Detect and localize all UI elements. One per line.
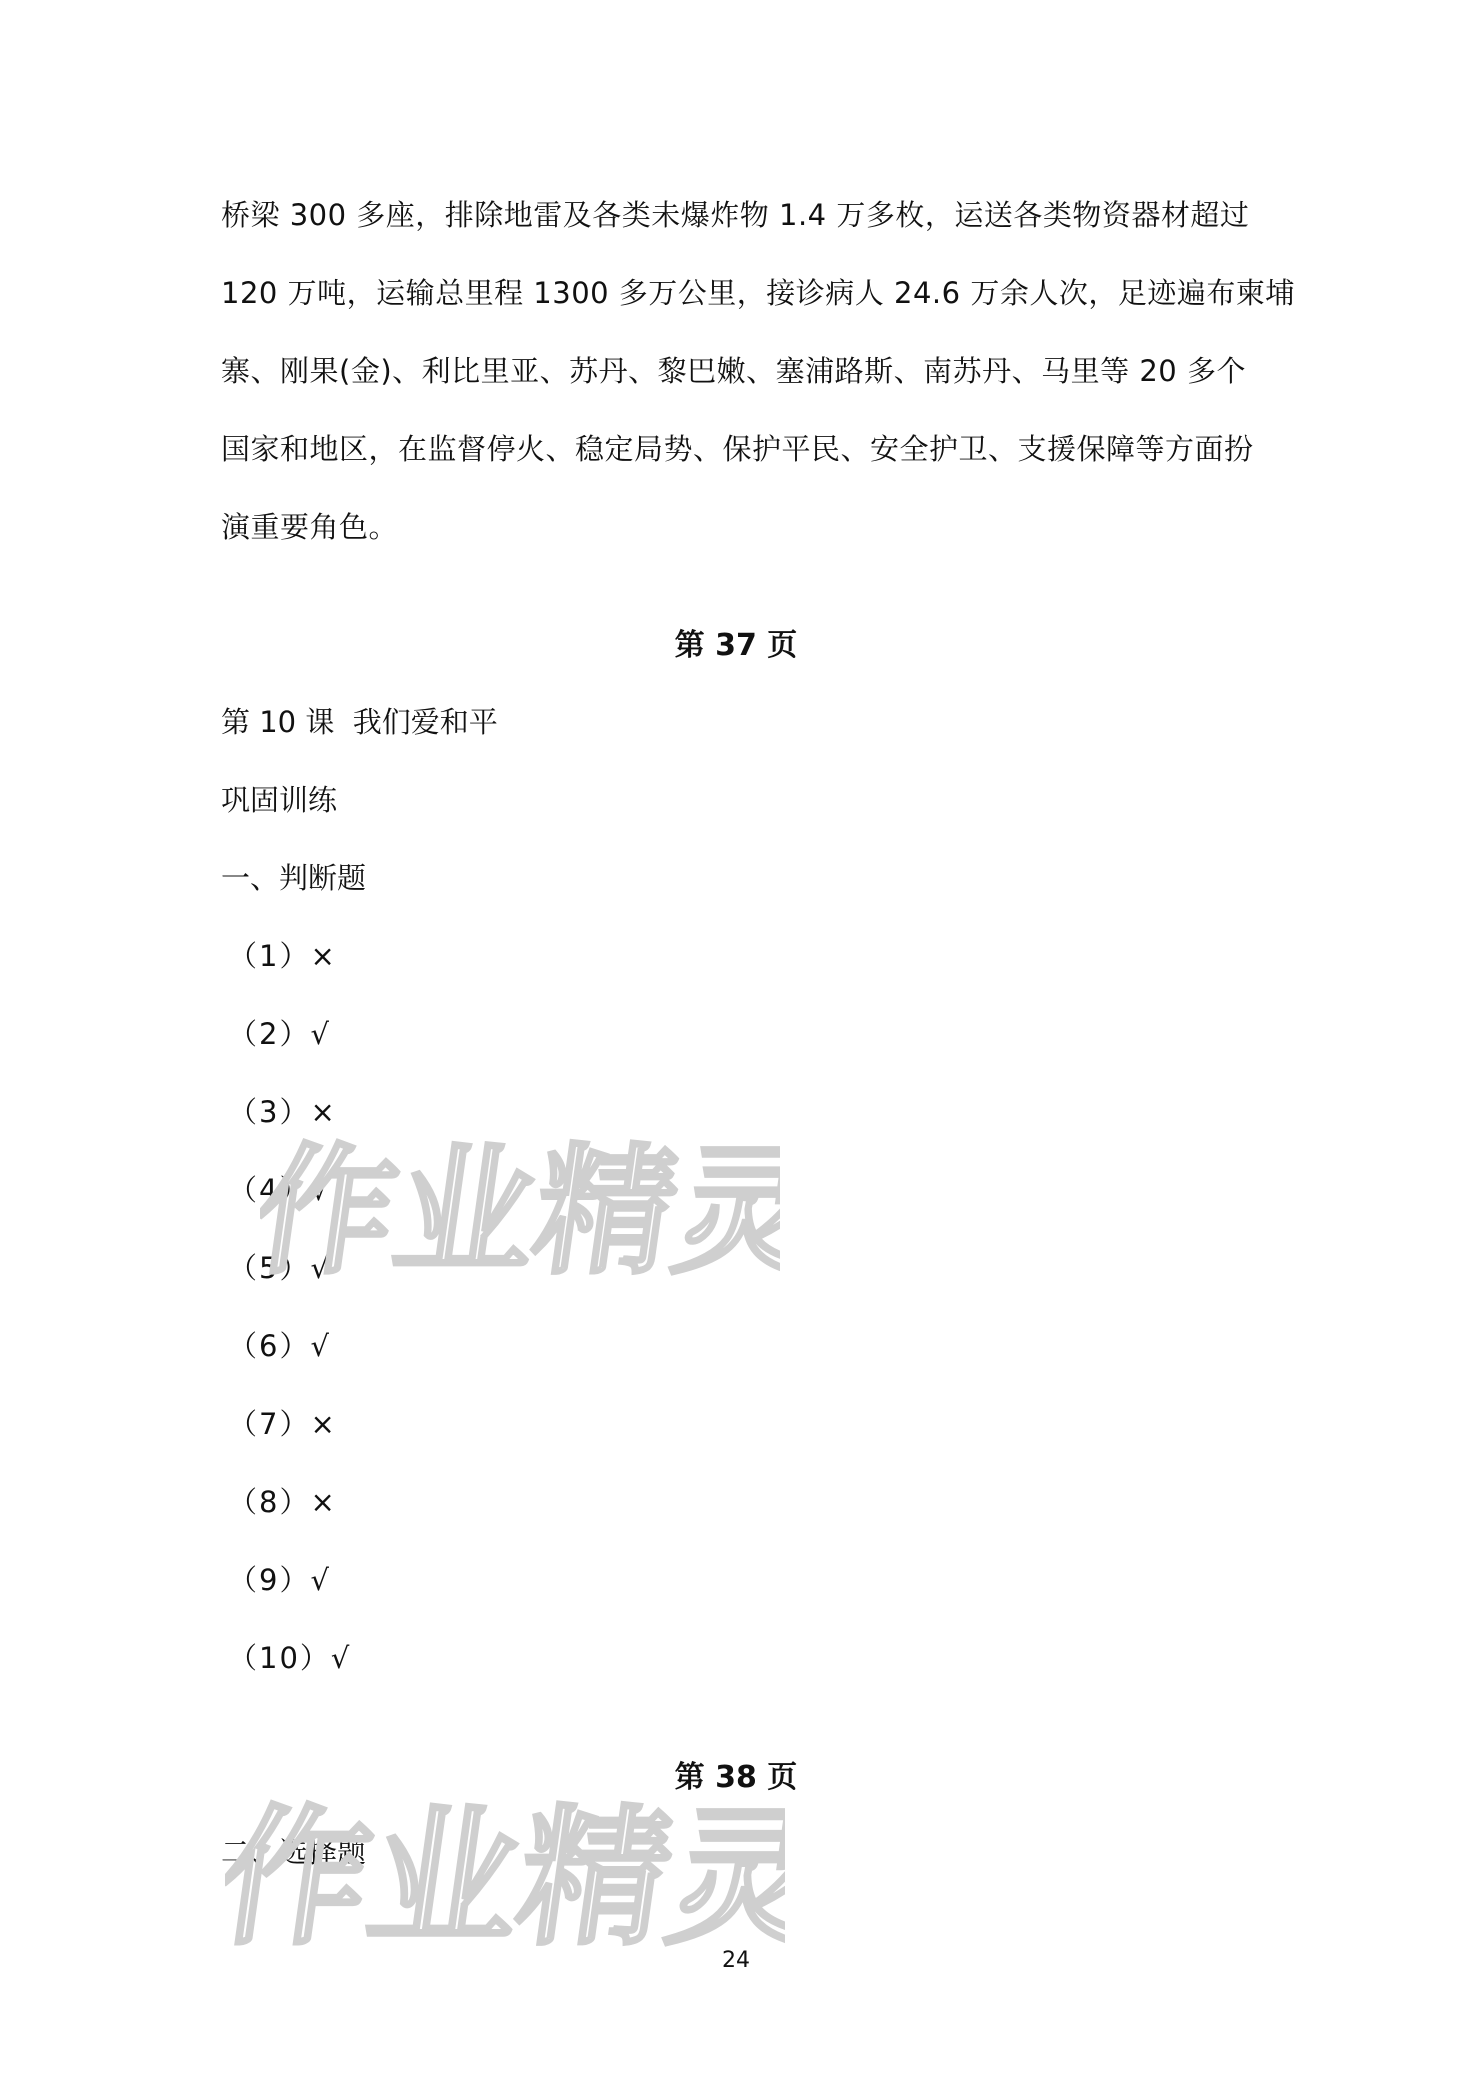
answer-item: （4）√	[228, 1173, 331, 1207]
answer-item: （8）×	[228, 1485, 337, 1519]
answer-item: （10）√	[228, 1641, 352, 1675]
subsection-title: 巩固训练	[221, 783, 338, 817]
paragraph-line: 寨、刚果(金)、利比里亚、苏丹、黎巴嫩、塞浦路斯、南苏丹、马里等 20 多个	[221, 354, 1246, 388]
question-type-judgement: 一、判断题	[221, 861, 367, 895]
svg-text:作业精灵: 作业精灵	[225, 1790, 785, 1966]
answer-item: （6）√	[228, 1329, 331, 1363]
answer-item: （7）×	[228, 1407, 337, 1441]
answer-item: （1）×	[228, 939, 337, 973]
watermark-logo	[225, 1770, 785, 1974]
answer-item: （2）√	[228, 1017, 331, 1051]
watermark-logo	[260, 1110, 780, 1304]
page-heading-38: 第 38 页	[674, 1760, 798, 1795]
paragraph-line: 国家和地区，在监督停火、稳定局势、保护平民、安全护卫、支援保障等方面扮	[221, 432, 1254, 466]
page-number: 24	[722, 1948, 750, 1973]
svg-text:作业精灵: 作业精灵	[260, 1130, 780, 1294]
answer-item: （5）√	[228, 1251, 331, 1285]
paragraph-line: 桥梁 300 多座，排除地雷及各类未爆炸物 1.4 万多枚，运送各类物资器材超过	[221, 198, 1250, 232]
paragraph-line: 演重要角色。	[221, 510, 399, 544]
paragraph-line: 120 万吨，运输总里程 1300 多万公里，接诊病人 24.6 万余人次，足迹遍布柬埔	[221, 276, 1295, 310]
page-heading-37: 第 37 页	[674, 628, 798, 663]
answer-item: （3）×	[228, 1095, 337, 1129]
answer-item: （9）√	[228, 1563, 331, 1597]
question-type-choice: 二、选择题	[221, 1835, 367, 1869]
lesson-title: 第 10 课 我们爱和平	[221, 705, 498, 739]
body-paragraph	[221, 176, 1295, 566]
